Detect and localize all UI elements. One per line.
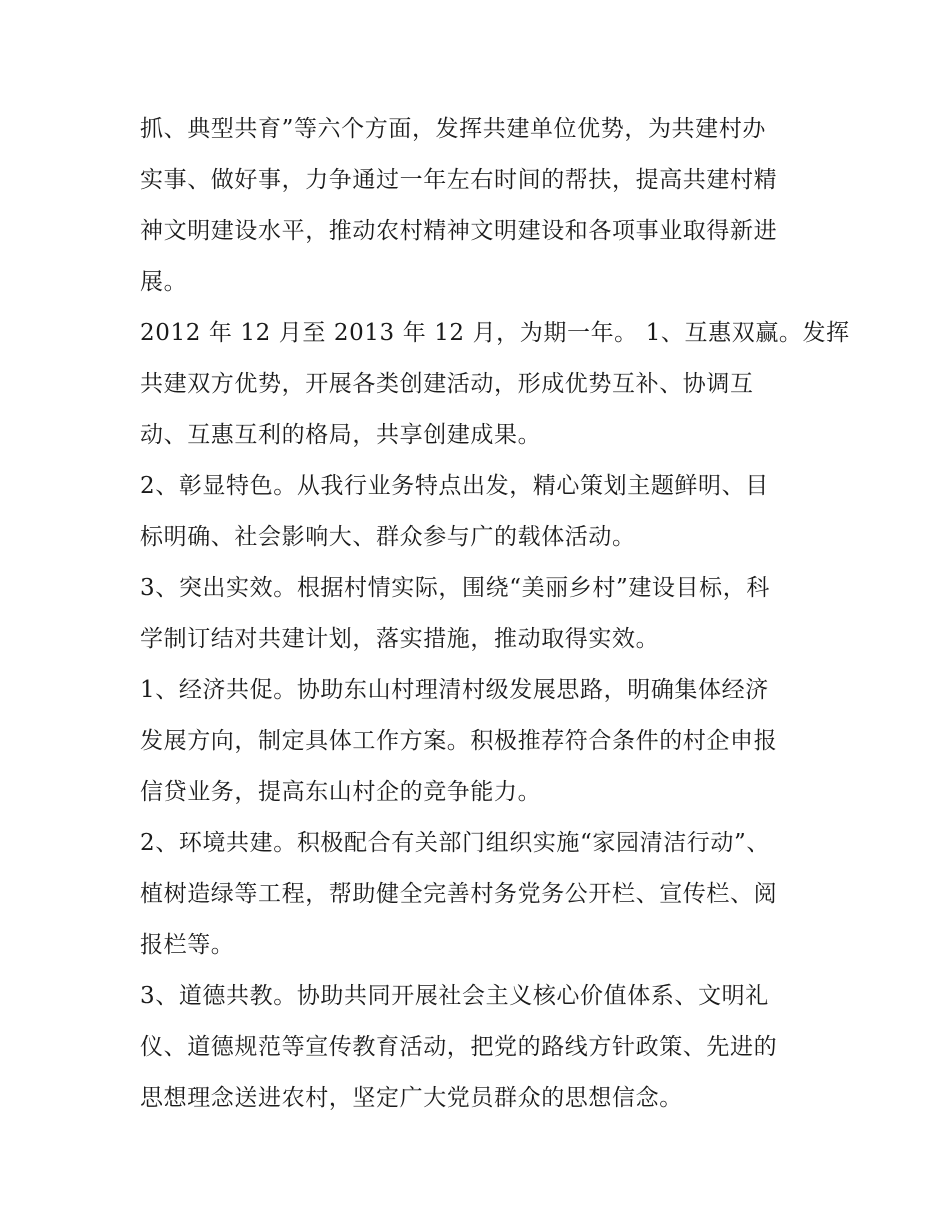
paragraph-3 [140, 461, 820, 563]
text-line: 思想理念送进农村，坚定广大党员群众的思想信念。 [140, 1085, 683, 1111]
text-line: 植树造绿等工程，帮助健全完善村务党务公开栏、宣传栏、阅 [140, 881, 778, 907]
paragraph-4 [140, 563, 820, 665]
text-line: 2、环境共建。积极配合有关部门组织实施“家园清洁行动”、 [140, 830, 770, 856]
paragraph-6 [140, 818, 820, 971]
text-line: 动、互惠互利的格局，共享创建成果。 [140, 422, 542, 448]
paragraph-2 [140, 308, 850, 461]
text-line: 实事、做好事，力争通过一年左右时间的帮扶，提高共建村精 [140, 167, 778, 193]
text-line: 报栏等。 [140, 932, 235, 958]
text-line: 3、突出实效。根据村情实际，围绕“美丽乡村”建设目标，科 [140, 575, 770, 601]
text-line: 信贷业务，提高东山村企的竞争能力。 [140, 779, 542, 805]
document-body [140, 104, 850, 1124]
text-line: 展。 [140, 269, 188, 295]
text-line: 抓、典型共育”等六个方面，发挥共建单位优势，为共建村办 [140, 116, 766, 142]
text-line: 学制订结对共建计划，落实措施，推动取得实效。 [140, 626, 660, 652]
text-line: 仪、道德规范等宣传教育活动，把党的路线方针政策、先进的 [140, 1034, 778, 1060]
text-line: 神文明建设水平，推动农村精神文明建设和各项事业取得新进 [140, 218, 778, 244]
text-line: 发展方向，制定具体工作方案。积极推荐符合条件的村企申报 [140, 728, 778, 754]
text-line: 3、道德共教。协助共同开展社会主义核心价值体系、文明礼 [140, 983, 769, 1009]
text-line: 共建双方优势，开展各类创建活动，形成优势互补、协调互 [140, 371, 754, 397]
paragraph-5 [140, 665, 820, 818]
paragraph-7 [140, 971, 820, 1124]
text-line: 1、经济共促。协助东山村理清村级发展思路，明确集体经济 [140, 677, 769, 703]
text-line: 2、彰显特色。从我行业务特点出发，精心策划主题鲜明、目 [140, 473, 769, 499]
paragraph-1 [140, 104, 820, 308]
text-line: 2012 年 12 月至 2013 年 12 月，为期一年。 1、互惠双赢。发挥 [140, 320, 850, 346]
text-line: 标明确、社会影响大、群众参与广的载体活动。 [140, 524, 636, 550]
